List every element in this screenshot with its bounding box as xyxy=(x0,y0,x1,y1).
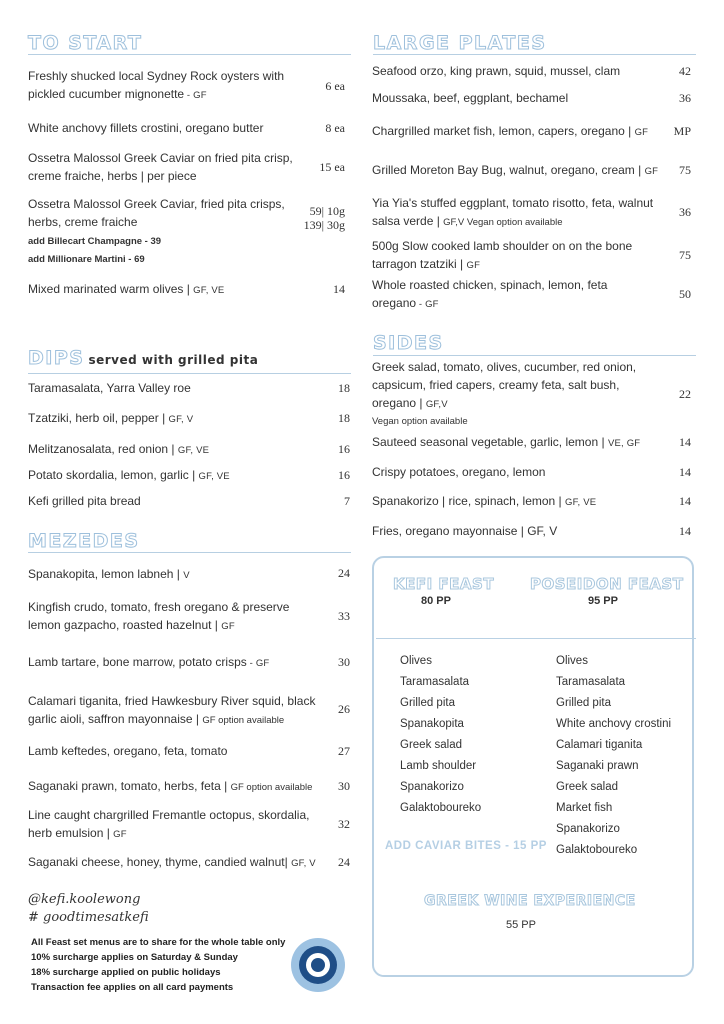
large-plates-heading: LARGE PLATES xyxy=(373,32,547,54)
item-price: 42 xyxy=(679,64,691,78)
item-price: 14 xyxy=(333,282,345,296)
greek-wine-title: GREEK WINE EXPERIENCE xyxy=(424,893,636,909)
dips-subtitle: served with grilled pita xyxy=(88,353,259,367)
item-price: 32 xyxy=(338,817,350,831)
menu-item: Greek salad, tomato, olives, cucumber, red onion, capsicum, fried capers, creamy feta, salt bush, oregano | GF,V Vegan option available xyxy=(372,360,637,427)
item-price: 8 ea xyxy=(325,121,345,135)
sides-heading: SIDES xyxy=(373,332,444,354)
item-price: 59| 10g 139| 30g xyxy=(303,204,345,232)
item-price: 50 xyxy=(679,287,691,301)
addon-champagne: add Billecart Champagne - 39 xyxy=(28,236,162,247)
item-price: 7 xyxy=(344,494,350,508)
menu-item: Saganaki prawn, tomato, herbs, feta | GF option available xyxy=(28,779,313,793)
item-price: 36 xyxy=(679,205,691,219)
kefi-feast-price: 80 PP xyxy=(421,595,451,607)
item-price: 14 xyxy=(679,465,691,479)
menu-item: Lamb keftedes, oregano, feta, tomato xyxy=(28,744,228,758)
instagram-handle[interactable]: @kefi.koolewong xyxy=(28,892,141,907)
item-price: 14 xyxy=(679,524,691,538)
menu-item: Taramasalata, Yarra Valley roe xyxy=(28,381,191,395)
item-price: 22 xyxy=(679,387,691,401)
item-price: 14 xyxy=(679,435,691,449)
item-price: 75 xyxy=(679,248,691,262)
menu-item: Mixed marinated warm olives | GF, VE xyxy=(28,282,225,296)
footer-notes: All Feast set menus are to share for the whole table only 10% surcharge applies on Saturday & Sunday 18% surcharge applied on public holidays Transaction fee applies on all card payments xyxy=(31,937,286,993)
addon-martini: add Millionare Martini - 69 xyxy=(28,254,145,265)
menu-item: Grilled Moreton Bay Bug, walnut, oregano, cream | GF xyxy=(372,163,659,177)
menu-item: Melitzanosalata, red onion | GF, VE xyxy=(28,442,210,456)
menu-item: Kefi grilled pita bread xyxy=(28,494,141,508)
to-start-rule xyxy=(28,54,351,55)
mezedes-rule xyxy=(28,552,351,553)
item-price: 36 xyxy=(679,91,691,105)
item-price: 6 ea xyxy=(325,79,345,93)
menu-item: Freshly shucked local Sydney Rock oysters with pickled cucumber mignonette - GF xyxy=(28,69,285,101)
poseidon-feast-title: POSEIDON FEAST xyxy=(530,575,684,593)
item-price: 30 xyxy=(338,779,350,793)
item-price: 16 xyxy=(338,468,350,482)
item-price: 14 xyxy=(679,494,691,508)
menu-item: Fries, oregano mayonnaise | GF, V xyxy=(372,524,558,538)
item-price: 27 xyxy=(338,744,350,758)
menu-item: Potato skordalia, lemon, garlic | GF, VE xyxy=(28,468,230,482)
menu-item: Line caught chargrilled Fremantle octopus, skordalia, herb emulsion | GF xyxy=(28,808,310,840)
menu-item: Ossetra Malossol Greek Caviar on fried pita crisp, creme fraiche, herbs | per piece xyxy=(28,151,293,183)
item-price: 24 xyxy=(338,566,350,580)
item-price: 30 xyxy=(338,655,350,669)
poseidon-feast-price: 95 PP xyxy=(588,595,618,607)
large-plates-rule xyxy=(373,54,696,55)
greek-wine-price: 55 PP xyxy=(506,919,536,931)
evil-eye-icon xyxy=(290,937,346,993)
feast-divider xyxy=(376,638,696,639)
item-price: 18 xyxy=(338,381,350,395)
poseidon-feast-list: Olives Taramasalata Grilled pita White anchovy crostini Calamari tiganita Saganaki prawn Greek salad Market fish Spanakorizo Galaktoboureko xyxy=(556,655,672,856)
menu-item: Spanakorizo | rice, spinach, lemon | GF, VE xyxy=(372,494,597,508)
menu-item: White anchovy fillets crostini, oregano butter xyxy=(28,121,264,135)
menu-item: Seafood orzo, king prawn, squid, mussel, clam xyxy=(372,64,621,78)
caviar-bites-addon: ADD CAVIAR BITES - 15 PP xyxy=(385,840,547,852)
dips-heading: DIPS served with grilled pita xyxy=(28,347,259,369)
item-price: MP xyxy=(673,124,691,138)
menu-item: Kingfish crudo, tomato, fresh oregano & preserve lemon gazpacho, roasted hazelnut | GF xyxy=(28,600,290,632)
sides-rule xyxy=(373,355,696,356)
mezedes-heading: MEZEDES xyxy=(28,530,140,552)
menu-item: Saganaki cheese, honey, thyme, candied walnut| GF, V xyxy=(28,855,316,869)
item-price: 33 xyxy=(338,609,350,623)
menu-item: Chargrilled market fish, lemon, capers, oregano | GF xyxy=(372,124,649,138)
kefi-feast-title: KEFI FEAST xyxy=(393,575,495,593)
menu-item: Moussaka, beef, eggplant, bechamel xyxy=(372,91,569,105)
menu-item: Crispy potatoes, oregano, lemon xyxy=(372,465,546,479)
kefi-feast-list: Olives Taramasalata Grilled pita Spanakopita Greek salad Lamb shoulder Spanakorizo Galaktoboureko xyxy=(400,655,482,814)
menu-item: Yia Yia's stuffed eggplant, tomato risotto, feta, walnut salsa verde | GF,V Vegan option available xyxy=(372,196,654,228)
menu-item: Sauteed seasonal vegetable, garlic, lemon | VE, GF xyxy=(372,435,641,449)
item-price: 15 ea xyxy=(319,160,345,174)
dips-rule xyxy=(28,373,351,374)
menu-item: Spanakopita, lemon labneh | V xyxy=(28,567,190,581)
item-price: 18 xyxy=(338,411,350,425)
menu-item: Whole roasted chicken, spinach, lemon, feta oregano - GF xyxy=(372,278,608,310)
menu-item: Lamb tartare, bone marrow, potato crisps - GF xyxy=(28,655,270,669)
item-price: 16 xyxy=(338,442,350,456)
menu-item: Calamari tiganita, fried Hawkesbury River squid, black garlic aioli, saffron mayonnaise | GF option available xyxy=(28,694,316,726)
menu-item: 500g Slow cooked lamb shoulder on on the bone tarragon tzatziki | GF xyxy=(372,239,633,271)
to-start-heading: TO START xyxy=(28,32,143,54)
item-price: 75 xyxy=(679,163,691,177)
hashtag: # goodtimesatkefi xyxy=(28,910,149,925)
menu-item: Ossetra Malossol Greek Caviar, fried pita crisps, herbs, creme fraiche xyxy=(28,197,285,229)
item-price: 24 xyxy=(338,855,350,869)
menu-item: Tzatziki, herb oil, pepper | GF, V xyxy=(28,411,194,425)
item-price: 26 xyxy=(338,702,350,716)
